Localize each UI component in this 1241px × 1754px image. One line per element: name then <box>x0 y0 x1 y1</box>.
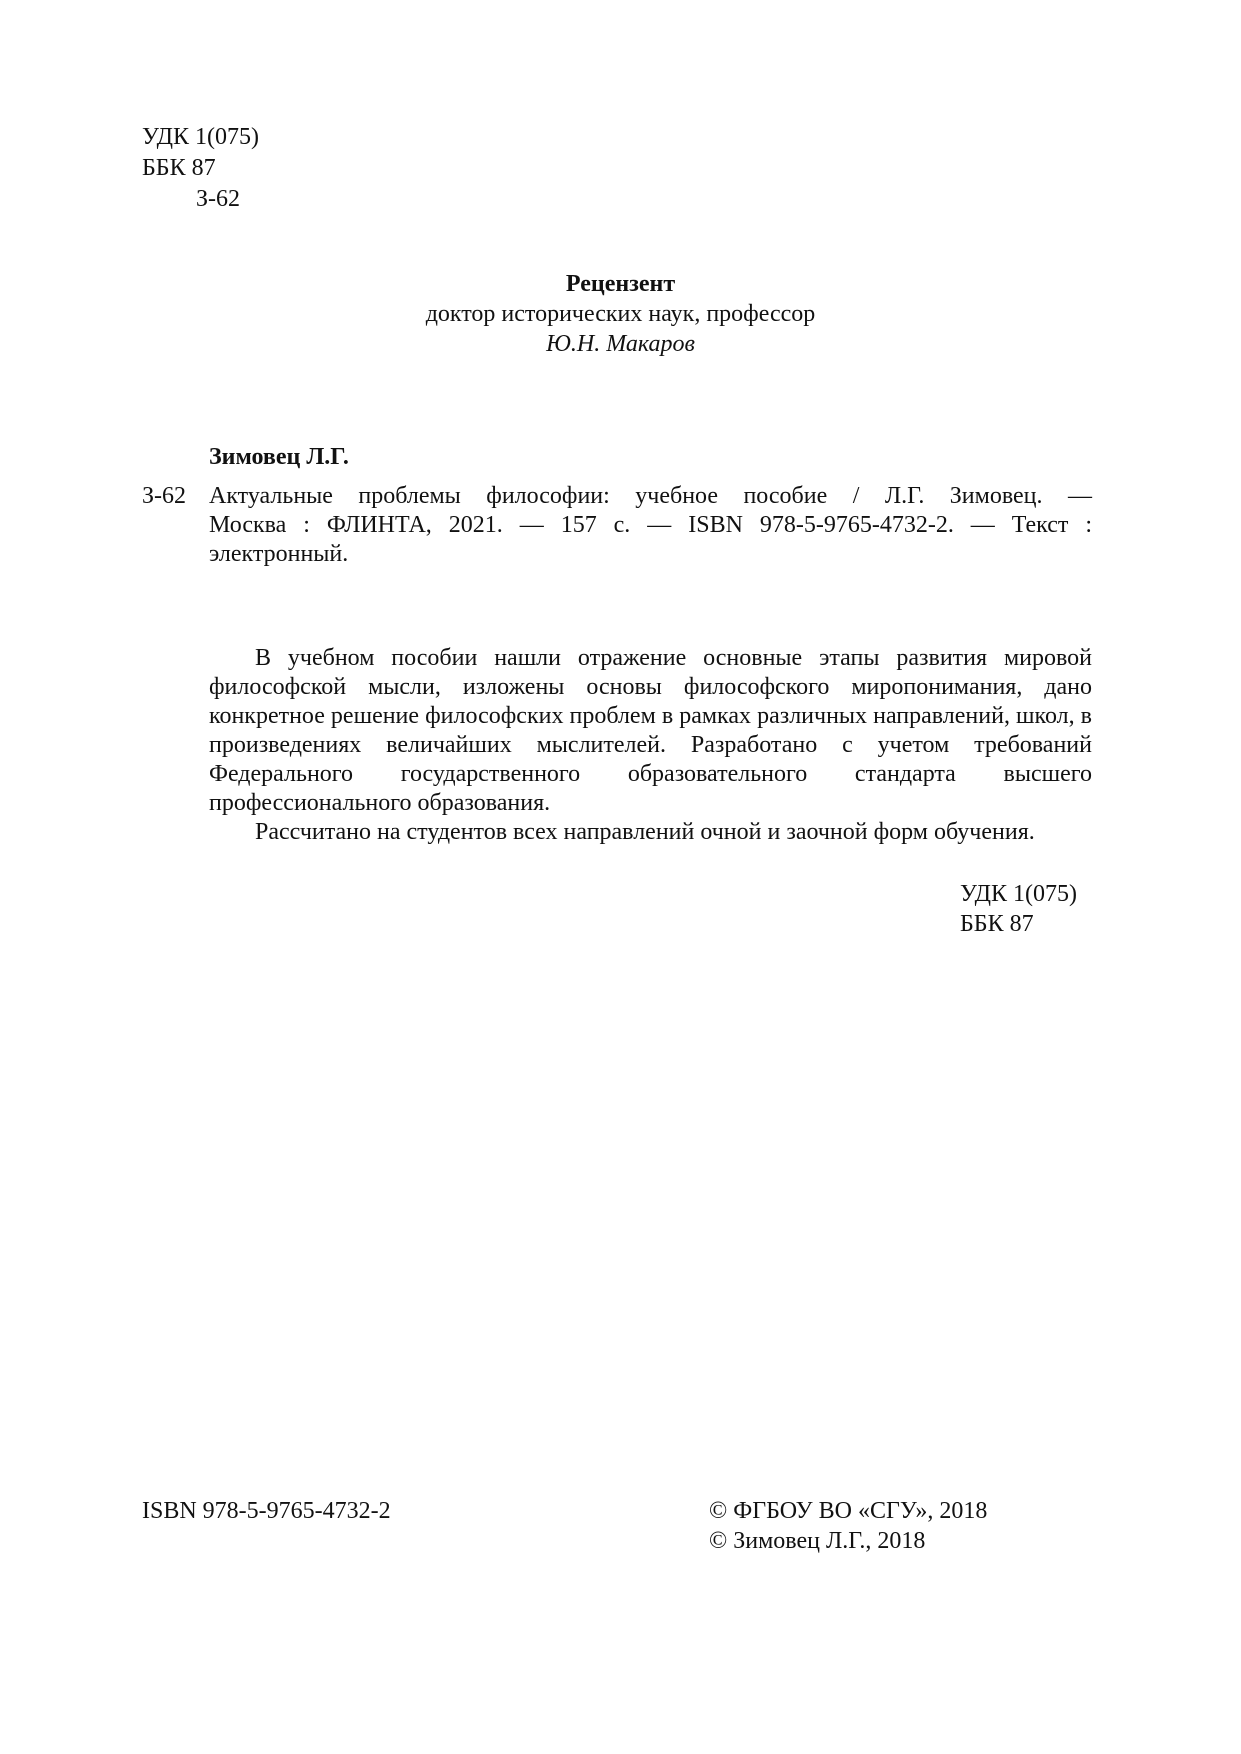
abstract <box>209 644 1092 847</box>
classification-block <box>142 123 259 216</box>
bibliographic-description <box>209 482 1092 569</box>
author-heading: Зимовец Л.Г. <box>209 444 349 470</box>
bib-line: Актуальные проблемы философии: учебное пособие / Л.Г. Зимовец. — <box>209 483 1092 509</box>
index-code: З-62 <box>142 483 187 509</box>
reviewer-name: Ю.Н. Макаров <box>546 331 695 357</box>
bbk-code: ББК 87 <box>960 911 1034 937</box>
author-mark: З-62 <box>196 186 241 212</box>
abstract-paragraph: Рассчитано на студентов всех направлений очной и заочной форм обучения. <box>255 819 1035 845</box>
udk-code: УДК 1(075) <box>960 881 1077 907</box>
bib-line: электронный. <box>209 541 349 567</box>
abstract-paragraph: В учебном пособии нашли отражение основные этапы развития мировой философской мысли, изложены основы философского миропонимания, дано конкретное решение философских проблем в рамках различных направлений, школ, в произведениях величайших мыслителей. Разработано с учетом требований Федерального государственного образовательного стандарта высшего профессионального образования. <box>209 645 1092 816</box>
udk-code: УДК 1(075) <box>142 124 259 150</box>
reviewer-block <box>0 270 1241 360</box>
copyright-block <box>709 1497 987 1557</box>
bib-line: Москва : ФЛИНТА, 2021. — 157 с. — ISBN 978-5-9765-4732-2. — Текст : <box>209 512 1092 538</box>
reviewer-title: доктор исторических наук, профессор <box>425 301 816 327</box>
isbn: ISBN 978-5-9765-4732-2 <box>142 1498 391 1524</box>
copyright-org: © ФГБОУ ВО «СГУ», 2018 <box>709 1498 988 1524</box>
reviewer-heading: Рецензент <box>565 271 676 297</box>
bbk-code: ББК 87 <box>142 155 216 181</box>
copyright-author: © Зимовец Л.Г., 2018 <box>709 1528 926 1554</box>
classification-bottom <box>960 880 1077 940</box>
